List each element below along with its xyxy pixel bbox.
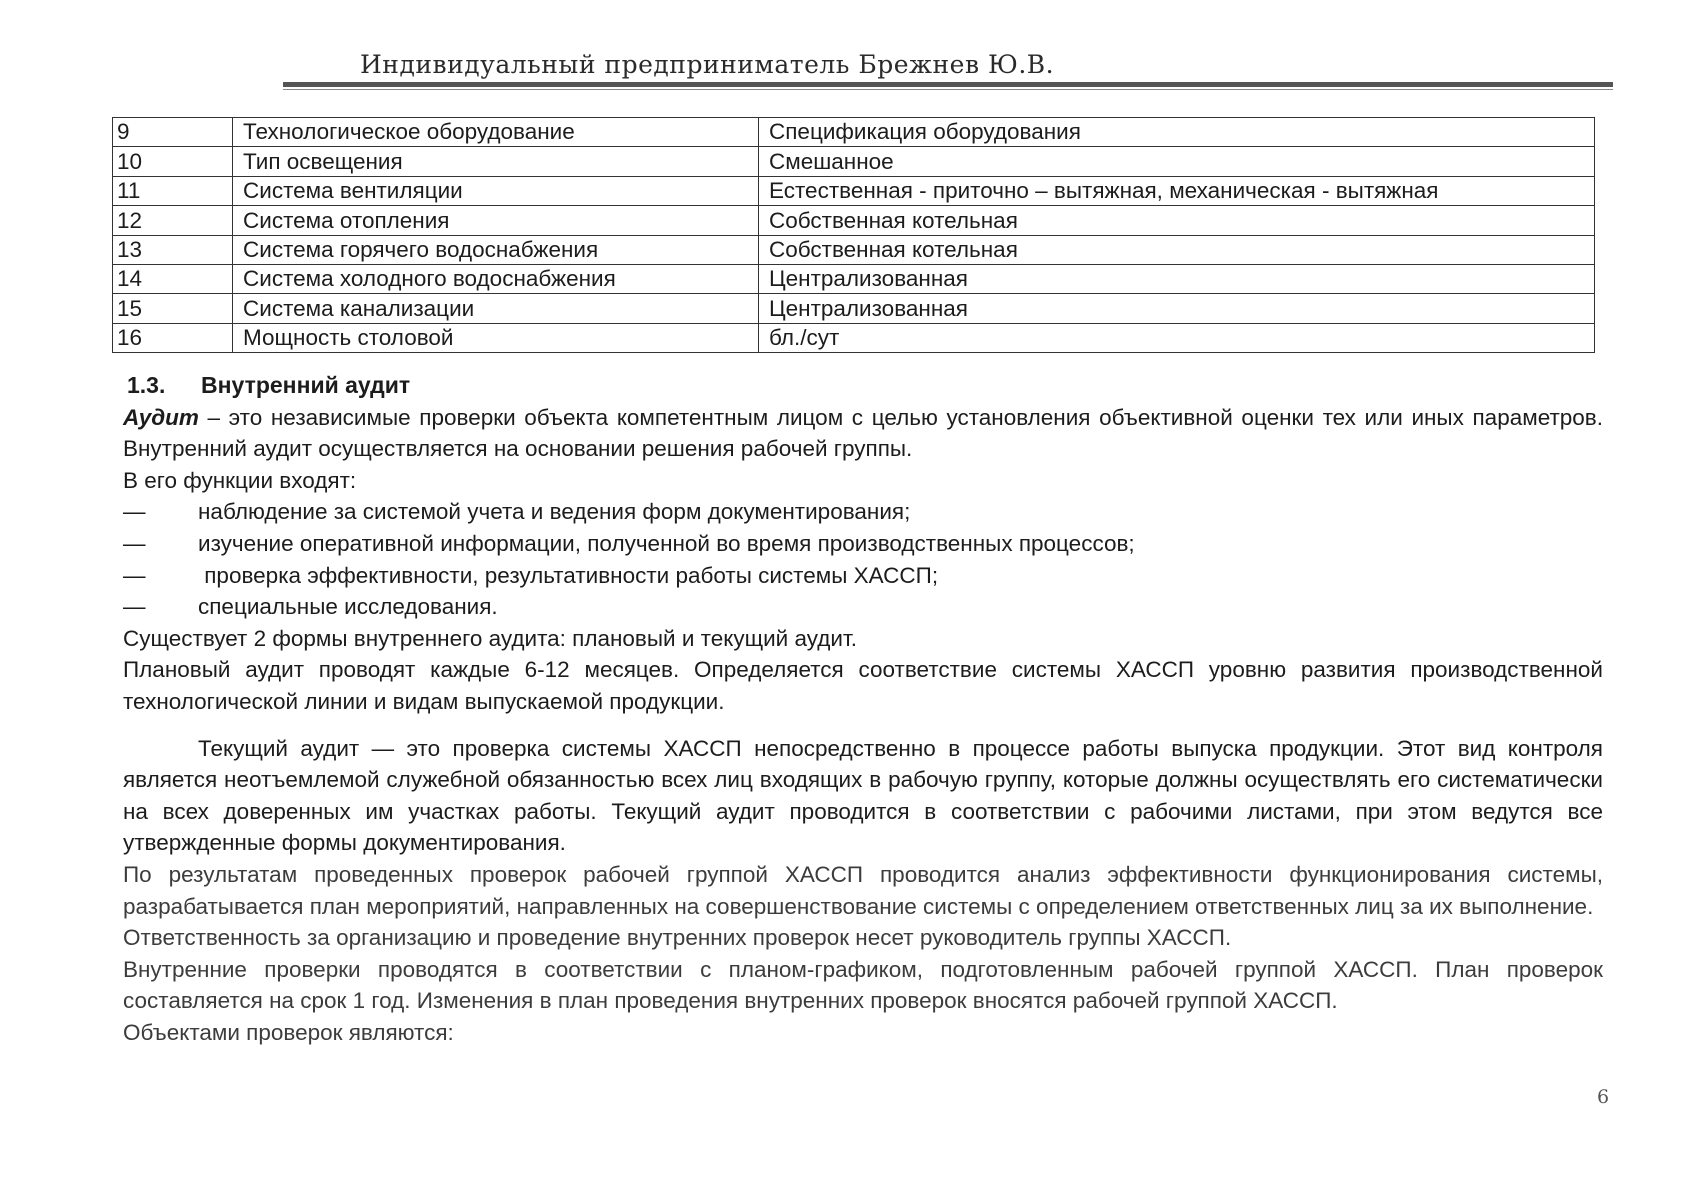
spec-table [112, 117, 1595, 353]
audit-term: Аудит [123, 404, 199, 430]
table-row [113, 176, 1595, 205]
audit-definition-paragraph [123, 402, 1603, 465]
row-number-cell: 10 [113, 147, 233, 176]
results-paragraph: По результатам проведенных проверок рабочей группой ХАССП проводится анализ эффективности функционирования системы, разрабатывается план мероприятий, направленных на совершенствование системы с определением ответственных лиц за их выполнение. [123, 861, 1603, 919]
section-internal-audit [123, 370, 1603, 1048]
parameter-cell: Система холодного водоснабжения [233, 264, 759, 293]
list-item [123, 591, 1603, 623]
list-item [123, 560, 1603, 592]
document-header-title: Индивидуальный предприниматель Брежнев Ю.В. [360, 50, 1055, 79]
parameter-cell: Система вентиляции [233, 176, 759, 205]
value-cell: Смешанное [759, 147, 1595, 176]
row-number-cell: 13 [113, 235, 233, 264]
parameter-cell: Система канализации [233, 294, 759, 323]
value-cell: Собственная котельная [759, 235, 1595, 264]
parameter-cell: Тип освещения [233, 147, 759, 176]
row-number-cell: 9 [113, 118, 233, 147]
list-item-text: наблюдение за системой учета и ведения форм документирования; [198, 499, 911, 525]
header-rule-thin [283, 89, 1613, 90]
parameter-cell: Мощность столовой [233, 323, 759, 352]
list-item-text: специальные исследования. [198, 594, 498, 620]
functions-intro: В его функции входят: [123, 467, 357, 493]
objects-paragraph: Объектами проверок являются: [123, 1019, 454, 1045]
row-number-cell: 16 [113, 323, 233, 352]
functions-list [123, 496, 1603, 622]
value-cell: Централизованная [759, 264, 1595, 293]
table-row [113, 118, 1595, 147]
value-cell: Собственная котельная [759, 206, 1595, 235]
list-item-text: проверка эффективности, результативности работы системы ХАССП; [198, 562, 939, 588]
list-item-text: изучение оперативной информации, полученной во время производственных процессов; [198, 530, 1135, 556]
section-number: 1.3. [127, 372, 166, 398]
table-row [113, 206, 1595, 235]
bullet-dash: — [123, 530, 146, 556]
parameter-cell: Система горячего водоснабжения [233, 235, 759, 264]
section-heading [127, 370, 1603, 402]
bullet-dash: — [123, 499, 146, 525]
list-item [123, 496, 1603, 528]
section-title: Внутренний аудит [201, 372, 411, 398]
bullet-dash: — [123, 562, 146, 588]
value-cell: Централизованная [759, 294, 1595, 323]
table-row [113, 323, 1595, 352]
row-number-cell: 11 [113, 176, 233, 205]
parameter-cell: Технологическое оборудование [233, 118, 759, 147]
table-row [113, 235, 1595, 264]
value-cell: Естественная - приточно – вытяжная, механическая - вытяжная [759, 176, 1595, 205]
audit-forms-paragraph: Существует 2 формы внутреннего аудита: плановый и текущий аудит. [123, 625, 857, 651]
parameter-cell: Система отопления [233, 206, 759, 235]
table-row [113, 264, 1595, 293]
responsibility-paragraph: Ответственность за организацию и проведение внутренних проверок несет руководитель группы ХАССП. [123, 925, 1232, 951]
row-number-cell: 12 [113, 206, 233, 235]
value-cell: Спецификация оборудования [759, 118, 1595, 147]
planned-audit-paragraph: Плановый аудит проводят каждые 6-12 месяцев. Определяется соответствие системы ХАССП уровню развития производственной технологической линии и видам выпускаемой продукции. [123, 657, 1603, 714]
page-number: 6 [1597, 1086, 1610, 1108]
schedule-paragraph: Внутренние проверки проводятся в соответствии с планом-графиком, подготовленным рабочей группой ХАССП. План проверок составляется на срок 1 год. Изменения в план проведения внутренних проверок вносятся рабочей группой ХАССП. [123, 956, 1603, 1014]
table-row [113, 294, 1595, 323]
bullet-dash: — [123, 594, 146, 620]
value-cell: бл./сут [759, 323, 1595, 352]
list-item [123, 528, 1603, 560]
row-number-cell: 14 [113, 264, 233, 293]
table-row [113, 147, 1595, 176]
current-audit-paragraph: Текущий аудит — это проверка системы ХАССП непосредственно в процессе работы выпуска продукции. Этот вид контроля является неотъемлемой служебной обязанностью всех лиц входящих в рабочую группу, которые должны осуществлять его систематически на всех доверенных им участках работы. Текущий аудит проводится в соответствии с рабочими листами, при этом ведутся все утвержденные формы документирования. [123, 735, 1603, 856]
header-rule [283, 82, 1613, 87]
row-number-cell: 15 [113, 294, 233, 323]
audit-definition: – это независимые проверки объекта компетентным лицом с целью установления объективной оценки тех или иных параметров. Внутренний аудит осуществляется на основании решения рабочей группы. [123, 404, 1603, 462]
